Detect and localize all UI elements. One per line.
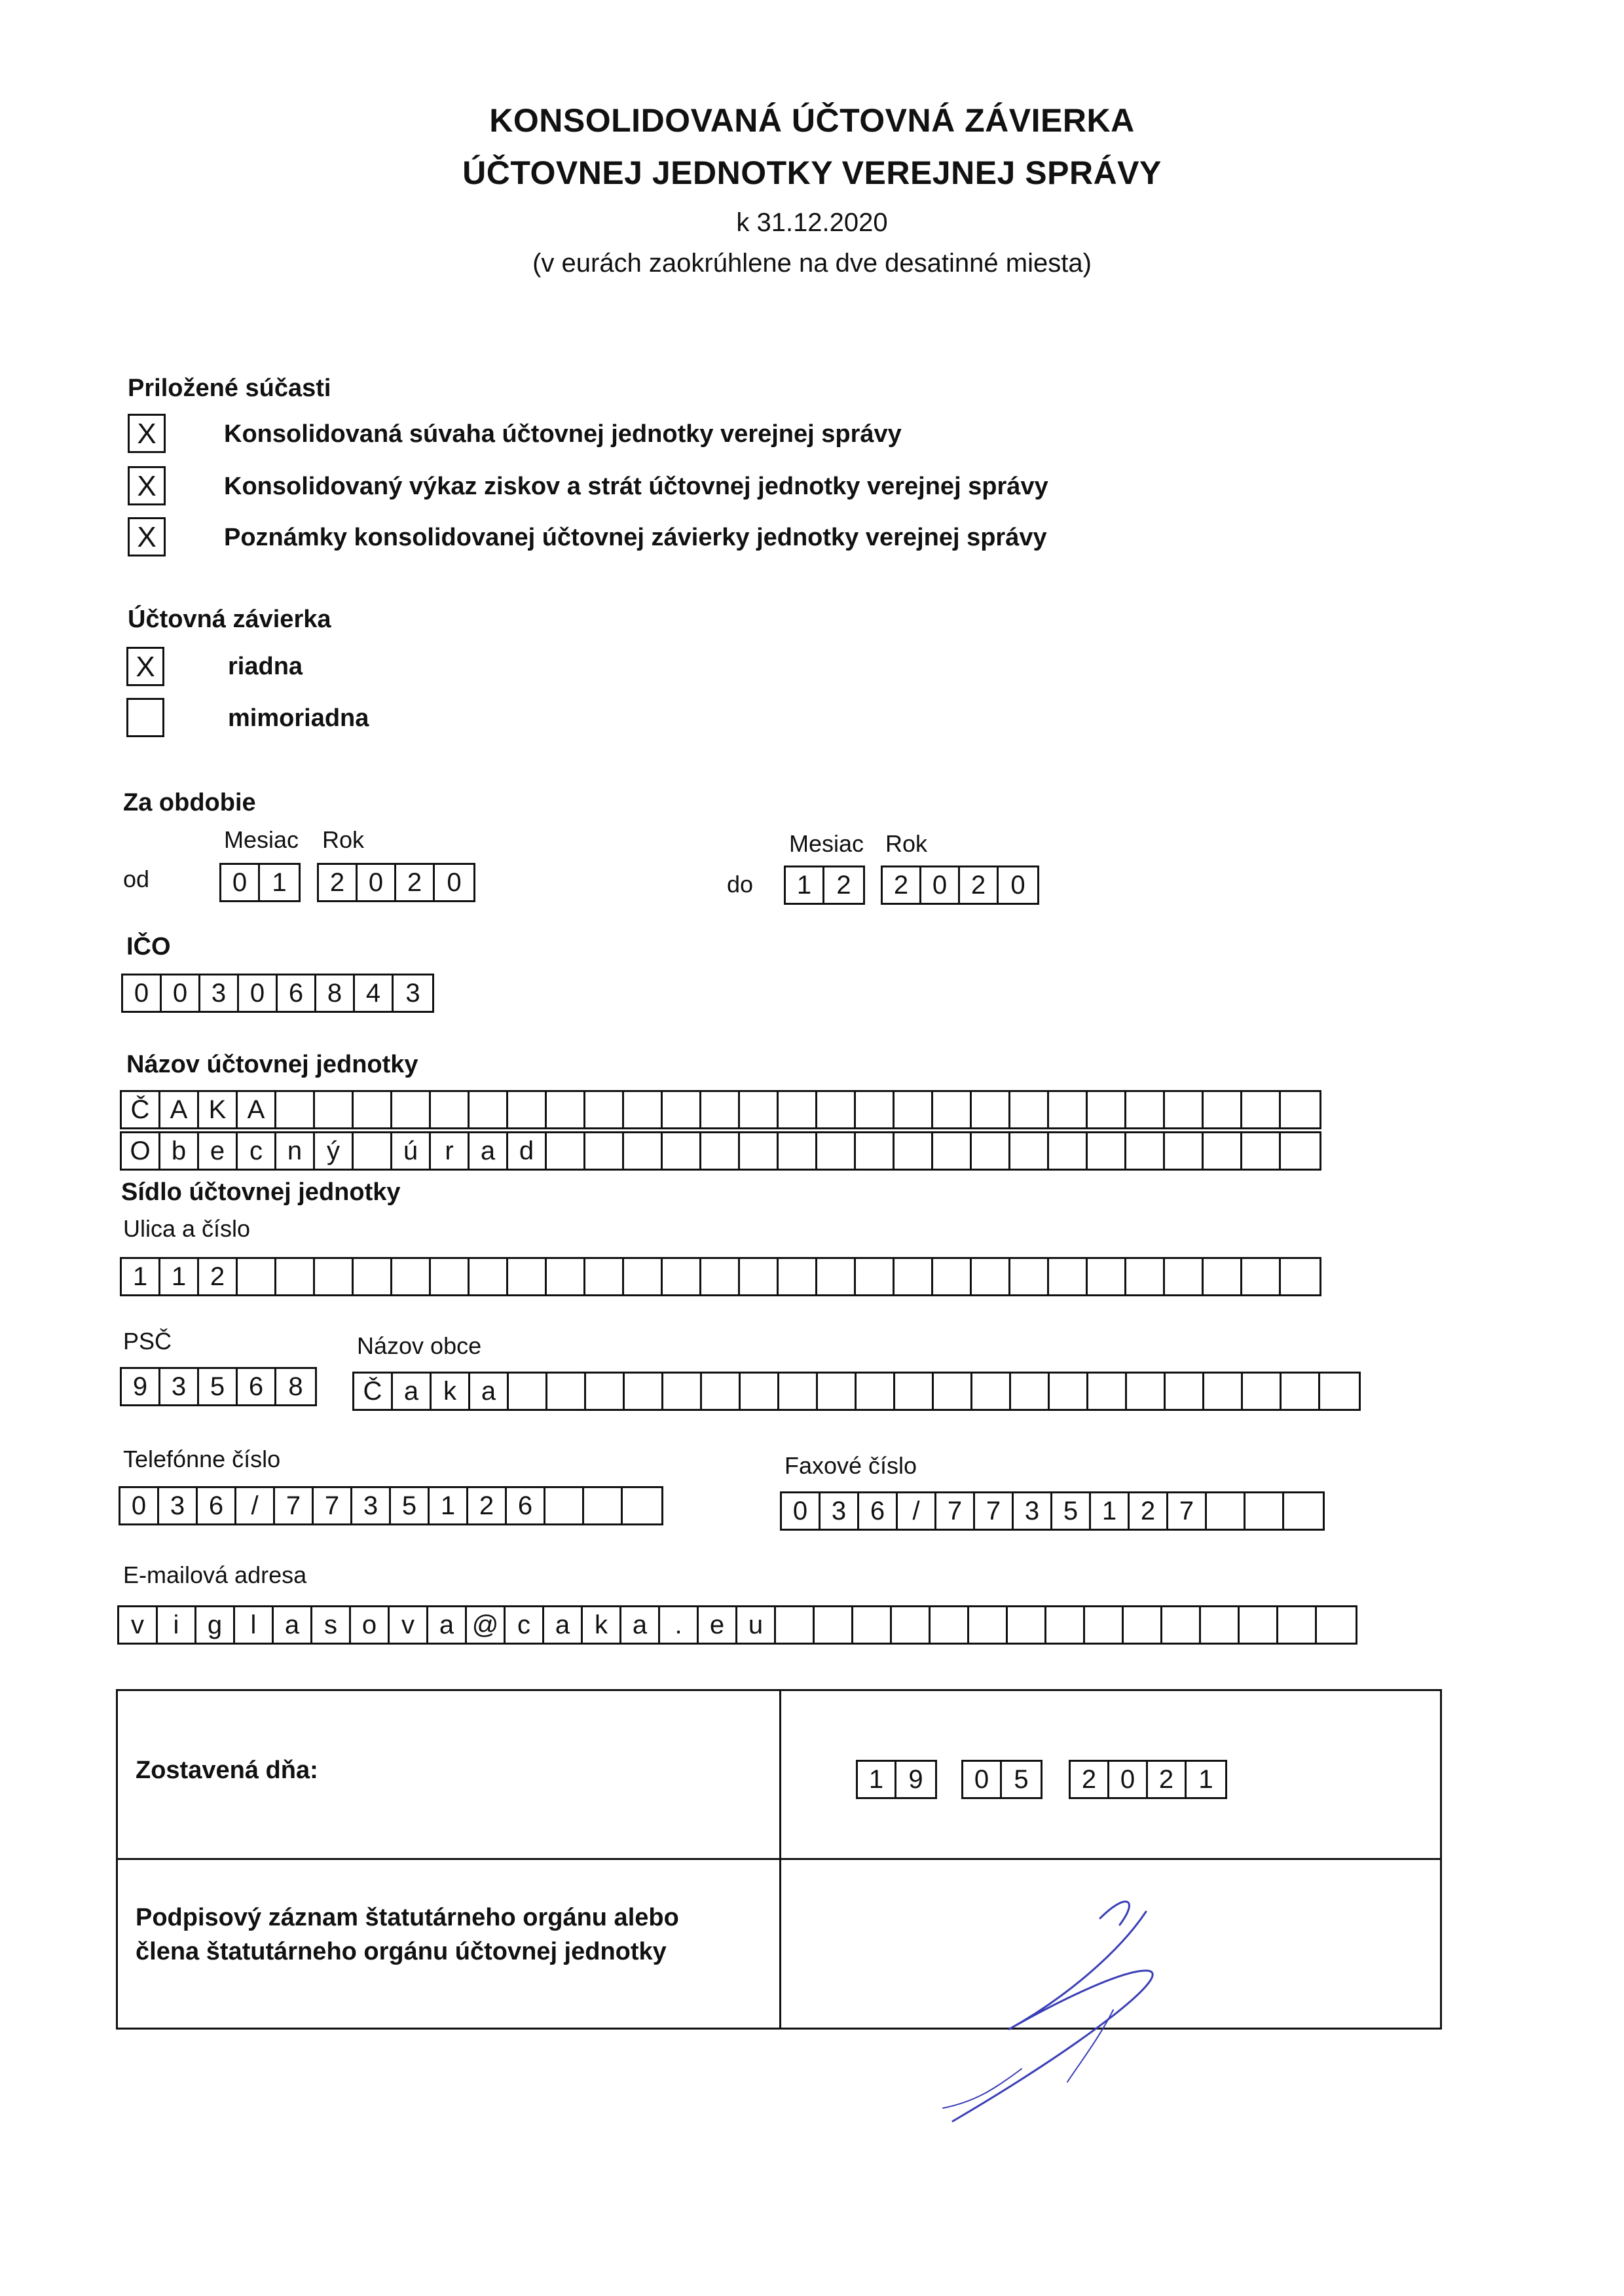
- char-cell: [972, 1092, 1010, 1127]
- char-cell: [857, 1374, 895, 1409]
- char-cell: 6: [507, 1488, 545, 1523]
- char-cell: [895, 1133, 933, 1169]
- char-cell: [1010, 1133, 1049, 1169]
- char-cell: [1242, 1092, 1281, 1127]
- char-cell: 3: [160, 1369, 199, 1404]
- char-cell: a: [428, 1607, 467, 1643]
- char-cell: 2: [836, 871, 851, 900]
- title-line-2: ÚČTOVNEJ JEDNOTKY VEREJNEJ SPRÁVY: [462, 155, 1162, 191]
- char-cell: [702, 1374, 741, 1409]
- char-cell: [624, 1133, 663, 1169]
- fax-field[interactable]: [780, 1491, 1325, 1531]
- char-cell: /: [236, 1488, 275, 1523]
- street-field[interactable]: [120, 1257, 1321, 1296]
- char-cell: v: [390, 1607, 428, 1643]
- char-cell: e: [699, 1607, 737, 1643]
- to-year-field[interactable]: [881, 866, 1039, 905]
- char-cell: [779, 1133, 817, 1169]
- char-cell: [1008, 1607, 1046, 1643]
- town-label: Názov obce: [357, 1332, 482, 1359]
- char-cell: [1278, 1607, 1317, 1643]
- char-cell: [776, 1607, 815, 1643]
- to-month-label: Mesiac: [789, 830, 864, 857]
- char-cell: [1049, 1092, 1088, 1127]
- char-cell: 2: [1071, 1762, 1109, 1797]
- char-cell: [1088, 1133, 1126, 1169]
- char-cell: 0: [1010, 871, 1025, 900]
- char-cell: [740, 1133, 779, 1169]
- compiled-year-field[interactable]: [1069, 1760, 1227, 1799]
- attachment-label-2: Konsolidovaný výkaz ziskov a strát účtovnej jednotky verejnej správy: [224, 473, 1048, 500]
- char-cell: 1: [122, 1259, 160, 1294]
- char-cell: [1124, 1607, 1162, 1643]
- char-cell: [1201, 1607, 1240, 1643]
- char-cell: 3: [821, 1493, 859, 1529]
- email-field[interactable]: [117, 1605, 1357, 1645]
- char-cell: a: [544, 1607, 583, 1643]
- char-cell: [1240, 1607, 1278, 1643]
- char-cell: 1: [1198, 1765, 1213, 1794]
- char-cell: [1126, 1092, 1165, 1127]
- attachments-heading: Priložené súčasti: [128, 374, 331, 402]
- char-cell: [1088, 1092, 1126, 1127]
- char-cell: [1126, 1133, 1165, 1169]
- char-cell: Č: [122, 1092, 160, 1127]
- char-cell: 2: [199, 1259, 238, 1294]
- char-cell: [354, 1092, 392, 1127]
- char-cell: .: [660, 1607, 699, 1643]
- char-cell: 6: [859, 1493, 898, 1529]
- char-cell: c: [238, 1133, 276, 1169]
- attachment-checkbox-2[interactable]: X: [128, 466, 166, 505]
- char-cell: [892, 1607, 931, 1643]
- char-cell: [545, 1488, 584, 1523]
- char-cell: 7: [314, 1488, 352, 1523]
- char-cell: [1010, 1259, 1049, 1294]
- char-cell: c: [506, 1607, 544, 1643]
- char-cell: [1281, 1133, 1320, 1169]
- char-cell: 3: [1014, 1493, 1052, 1529]
- char-cell: [624, 1259, 663, 1294]
- char-cell: 7: [275, 1488, 314, 1523]
- char-cell: [1127, 1374, 1166, 1409]
- char-cell: [1011, 1374, 1050, 1409]
- char-cell: [470, 1259, 508, 1294]
- entity-name-row-1[interactable]: [120, 1090, 1321, 1129]
- char-cell: b: [160, 1133, 199, 1169]
- char-cell: [1165, 1259, 1204, 1294]
- char-cell: [1165, 1133, 1204, 1169]
- char-cell: [1281, 1259, 1320, 1294]
- char-cell: [663, 1133, 701, 1169]
- char-cell: 9: [908, 1765, 923, 1794]
- psc-label: PSČ: [123, 1328, 172, 1355]
- to-label: do: [727, 871, 754, 898]
- char-cell: 3: [200, 975, 239, 1011]
- char-cell: 4: [355, 975, 394, 1011]
- ico-heading: IČO: [126, 933, 171, 960]
- char-cell: 1: [430, 1488, 468, 1523]
- char-cell: [1243, 1374, 1282, 1409]
- char-cell: [1204, 1374, 1243, 1409]
- char-cell: [895, 1092, 933, 1127]
- char-cell: [1204, 1092, 1242, 1127]
- char-cell: [701, 1133, 740, 1169]
- char-cell: a: [621, 1607, 660, 1643]
- char-cell: [1166, 1374, 1204, 1409]
- char-cell: [470, 1092, 508, 1127]
- char-cell: v: [119, 1607, 158, 1643]
- regular-label: riadna: [228, 653, 303, 680]
- char-cell: @: [467, 1607, 506, 1643]
- char-cell: [238, 1259, 276, 1294]
- char-cell: [276, 1092, 315, 1127]
- char-cell: k: [432, 1374, 470, 1409]
- char-cell: [1088, 1259, 1126, 1294]
- phone-field[interactable]: [119, 1486, 663, 1525]
- char-cell: [1085, 1607, 1124, 1643]
- char-cell: n: [276, 1133, 315, 1169]
- char-cell: 3: [405, 979, 420, 1008]
- char-cell: 0: [239, 975, 278, 1011]
- seat-heading: Sídlo účtovnej jednotky: [121, 1178, 401, 1206]
- char-cell: 0: [221, 865, 260, 900]
- char-cell: 0: [921, 867, 960, 903]
- char-cell: [392, 1259, 431, 1294]
- statement-type-heading: Účtovná závierka: [128, 606, 331, 633]
- char-cell: [585, 1092, 624, 1127]
- char-cell: 1: [858, 1762, 896, 1797]
- char-cell: [1049, 1259, 1088, 1294]
- compiled-month-field[interactable]: [961, 1760, 1043, 1799]
- char-cell: 0: [447, 868, 462, 897]
- char-cell: [818, 1374, 857, 1409]
- char-cell: [856, 1259, 895, 1294]
- char-cell: 2: [1130, 1493, 1168, 1529]
- char-cell: [779, 1259, 817, 1294]
- char-cell: 0: [358, 865, 396, 900]
- char-cell: 0: [1109, 1762, 1148, 1797]
- char-cell: O: [122, 1133, 160, 1169]
- table-divider-vertical: [779, 1691, 781, 2028]
- char-cell: [1246, 1493, 1284, 1529]
- char-cell: [1162, 1607, 1201, 1643]
- char-cell: 0: [963, 1762, 1002, 1797]
- char-cell: [508, 1092, 547, 1127]
- char-cell: s: [312, 1607, 351, 1643]
- from-label: od: [123, 866, 150, 892]
- attachment-label-1: Konsolidovaná súvaha účtovnej jednotky verejnej správy: [224, 420, 902, 448]
- char-cell: 2: [1148, 1762, 1187, 1797]
- char-cell: 6: [278, 975, 316, 1011]
- char-cell: [315, 1092, 354, 1127]
- char-cell: [853, 1607, 892, 1643]
- char-cell: [431, 1259, 470, 1294]
- char-cell: [663, 1259, 701, 1294]
- char-cell: [895, 1374, 934, 1409]
- char-cell: 7: [1168, 1493, 1207, 1529]
- char-cell: [741, 1374, 779, 1409]
- char-cell: 5: [199, 1369, 238, 1404]
- char-cell: [1010, 1092, 1049, 1127]
- char-cell: [315, 1259, 354, 1294]
- period-heading: Za obdobie: [123, 789, 256, 816]
- char-cell: [933, 1259, 972, 1294]
- char-cell: [740, 1092, 779, 1127]
- char-cell: [779, 1374, 818, 1409]
- char-cell: i: [158, 1607, 196, 1643]
- char-cell: [663, 1374, 702, 1409]
- currency-note: (v eurách zaokrúhlene na dve desatinné miesta): [532, 249, 1092, 278]
- char-cell: [547, 1259, 585, 1294]
- char-cell: a: [393, 1374, 432, 1409]
- char-cell: 2: [883, 867, 921, 903]
- char-cell: g: [196, 1607, 235, 1643]
- char-cell: [509, 1374, 547, 1409]
- phone-label: Telefónne číslo: [123, 1446, 281, 1472]
- title-line-1: KONSOLIDOVANÁ ÚČTOVNÁ ZÁVIERKA: [489, 102, 1135, 139]
- signature-label-line-2: člena štatutárneho orgánu účtovnej jednotky: [136, 1938, 667, 1965]
- ico-field[interactable]: [121, 974, 434, 1013]
- char-cell: [431, 1092, 470, 1127]
- entity-name-row-2[interactable]: [120, 1131, 1321, 1171]
- char-cell: ý: [315, 1133, 354, 1169]
- char-cell: 0: [123, 975, 162, 1011]
- char-cell: [625, 1374, 663, 1409]
- char-cell: [586, 1374, 625, 1409]
- compiled-date-label: Zostavená dňa:: [136, 1757, 318, 1784]
- char-cell: [779, 1092, 817, 1127]
- char-cell: 1: [160, 1259, 199, 1294]
- email-label: E-mailová adresa: [123, 1561, 307, 1588]
- char-cell: [276, 1259, 315, 1294]
- char-cell: 8: [288, 1372, 303, 1401]
- char-cell: a: [470, 1133, 508, 1169]
- attachment-label-3: Poznámky konsolidovanej účtovnej závierky jednotky verejnej správy: [224, 524, 1047, 551]
- char-cell: 6: [238, 1369, 276, 1404]
- char-cell: 2: [468, 1488, 507, 1523]
- char-cell: A: [160, 1092, 199, 1127]
- street-label: Ulica a číslo: [123, 1215, 251, 1242]
- char-cell: [933, 1092, 972, 1127]
- char-cell: [1050, 1374, 1088, 1409]
- attachment-checkbox-1[interactable]: X: [128, 414, 166, 453]
- char-cell: 5: [391, 1488, 430, 1523]
- char-cell: [1207, 1493, 1246, 1529]
- from-year-label: Rok: [322, 826, 365, 853]
- char-cell: 5: [1014, 1765, 1029, 1794]
- char-cell: 1: [786, 867, 824, 903]
- char-cell: [1088, 1374, 1127, 1409]
- char-cell: K: [199, 1092, 238, 1127]
- char-cell: k: [583, 1607, 621, 1643]
- signature-scribble: [904, 1872, 1218, 2134]
- char-cell: A: [238, 1092, 276, 1127]
- char-cell: /: [898, 1493, 936, 1529]
- char-cell: [1284, 1493, 1323, 1529]
- char-cell: [815, 1607, 853, 1643]
- char-cell: [354, 1259, 392, 1294]
- signature-label-line-1: Podpisový záznam štatutárneho orgánu alebo: [136, 1904, 679, 1931]
- char-cell: [1204, 1259, 1242, 1294]
- extraordinary-label: mimoriadna: [228, 704, 369, 732]
- char-cell: [895, 1259, 933, 1294]
- char-cell: [1320, 1374, 1359, 1409]
- char-cell: 0: [782, 1493, 821, 1529]
- char-cell: Č: [354, 1374, 393, 1409]
- char-cell: [547, 1374, 586, 1409]
- char-cell: 3: [352, 1488, 391, 1523]
- char-cell: [1204, 1133, 1242, 1169]
- town-field[interactable]: [352, 1372, 1361, 1411]
- char-cell: u: [737, 1607, 776, 1643]
- char-cell: [547, 1092, 585, 1127]
- char-cell: [1317, 1607, 1356, 1643]
- char-cell: [585, 1133, 624, 1169]
- char-cell: [934, 1374, 972, 1409]
- char-cell: [1242, 1259, 1281, 1294]
- to-month-field[interactable]: [784, 866, 865, 905]
- char-cell: [856, 1092, 895, 1127]
- char-cell: [701, 1259, 740, 1294]
- char-cell: [508, 1259, 547, 1294]
- char-cell: 1: [272, 868, 287, 897]
- to-year-label: Rok: [885, 830, 928, 857]
- char-cell: d: [508, 1133, 547, 1169]
- compilation-signature-table: [116, 1689, 1442, 2030]
- char-cell: [392, 1092, 431, 1127]
- char-cell: [856, 1133, 895, 1169]
- char-cell: [933, 1133, 972, 1169]
- char-cell: [623, 1488, 661, 1523]
- char-cell: [931, 1607, 969, 1643]
- char-cell: [1281, 1092, 1320, 1127]
- fax-label: Faxové číslo: [784, 1452, 917, 1479]
- char-cell: [1049, 1133, 1088, 1169]
- char-cell: 2: [319, 865, 358, 900]
- report-date: k 31.12.2020: [736, 208, 888, 237]
- char-cell: [584, 1488, 623, 1523]
- char-cell: e: [199, 1133, 238, 1169]
- char-cell: 8: [316, 975, 355, 1011]
- compiled-day-field[interactable]: [856, 1760, 937, 1799]
- char-cell: [663, 1092, 701, 1127]
- char-cell: l: [235, 1607, 274, 1643]
- char-cell: r: [431, 1133, 470, 1169]
- char-cell: [740, 1259, 779, 1294]
- char-cell: [624, 1092, 663, 1127]
- char-cell: 2: [396, 865, 435, 900]
- char-cell: [354, 1133, 392, 1169]
- entity-name-heading: Názov účtovnej jednotky: [126, 1051, 418, 1078]
- char-cell: a: [470, 1374, 509, 1409]
- char-cell: 5: [1052, 1493, 1091, 1529]
- char-cell: [817, 1259, 856, 1294]
- char-cell: 7: [936, 1493, 975, 1529]
- char-cell: 7: [975, 1493, 1014, 1529]
- from-month-field[interactable]: [219, 863, 301, 902]
- char-cell: 0: [120, 1488, 159, 1523]
- char-cell: [1242, 1133, 1281, 1169]
- char-cell: a: [274, 1607, 312, 1643]
- char-cell: 2: [960, 867, 999, 903]
- char-cell: [969, 1607, 1008, 1643]
- char-cell: [817, 1133, 856, 1169]
- char-cell: 3: [159, 1488, 198, 1523]
- char-cell: o: [351, 1607, 390, 1643]
- char-cell: 6: [198, 1488, 236, 1523]
- extraordinary-checkbox[interactable]: [126, 698, 164, 737]
- char-cell: [972, 1374, 1011, 1409]
- char-cell: [1165, 1092, 1204, 1127]
- char-cell: [585, 1259, 624, 1294]
- regular-checkbox[interactable]: X: [126, 647, 164, 686]
- psc-field[interactable]: [120, 1367, 317, 1406]
- attachment-checkbox-3[interactable]: X: [128, 517, 166, 556]
- char-cell: [817, 1092, 856, 1127]
- char-cell: [972, 1259, 1010, 1294]
- char-cell: 0: [162, 975, 200, 1011]
- char-cell: [701, 1092, 740, 1127]
- char-cell: 9: [122, 1369, 160, 1404]
- char-cell: [972, 1133, 1010, 1169]
- char-cell: ú: [392, 1133, 431, 1169]
- char-cell: [1126, 1259, 1165, 1294]
- char-cell: [1046, 1607, 1085, 1643]
- from-month-label: Mesiac: [224, 826, 299, 853]
- from-year-field[interactable]: [317, 863, 475, 902]
- char-cell: [547, 1133, 585, 1169]
- char-cell: 1: [1091, 1493, 1130, 1529]
- char-cell: [1282, 1374, 1320, 1409]
